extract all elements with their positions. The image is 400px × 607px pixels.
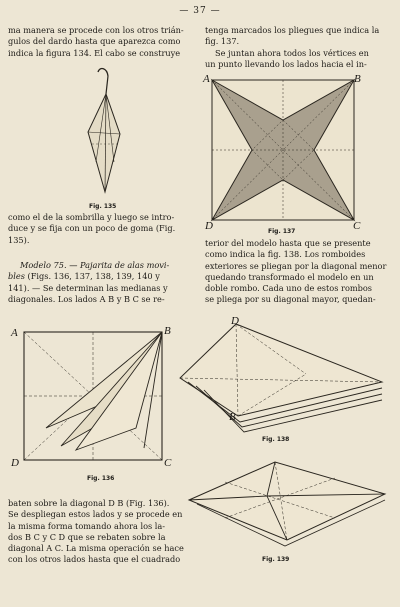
text-line: diagonal A C. La misma operación se hace [8,543,184,554]
text-line: fig. 137. [205,36,240,47]
text-line: indica la figura 134. El cabo se construye [8,47,181,58]
text-line: exteriores se pliegan por la diagonal menor [205,260,387,271]
text-line: quedando transformado el modelo en un [205,271,374,282]
text-line: baten sobre la diagonal D B (Fig. 136). [8,498,170,508]
label-c: C [353,220,361,230]
text-line: 135). [8,234,30,245]
label-b: B [164,325,171,337]
text-line: doble rombo. Cada uno de estos rombos [205,283,373,294]
model-title: — Pajarita de alas movi- [69,260,170,270]
label-a: A [203,73,210,85]
figure-137-star [200,72,365,230]
figure-refs: (Figs. 136, 137, 138, 139, 140 y [27,271,160,282]
figure-139-bird [185,452,390,552]
text-line: ma manera se procede con los otros trián- [8,25,184,35]
text-line: duce y se fija con un poco de goma (Fig. [8,223,176,234]
figure-136-caption: Fig. 136 [87,475,115,482]
figure-138-rhombus [176,316,388,434]
right-para-1 [205,25,393,48]
right-para-2 [205,48,393,71]
text-line: se pliega por su diagonal mayor, quedan- [205,294,376,305]
figure-138-caption: Fig. 138 [262,436,290,443]
label-d: D [205,220,213,230]
text-line: un punto llevando los lados hacia el in- [205,59,367,70]
label-d: D [11,457,19,469]
figure-139-caption: Fig. 139 [262,556,290,563]
text-line: como el de la sombrilla y luego se intro- [8,212,175,222]
text-line [8,260,190,271]
text-line: con los otros lados hasta que el cuadrado [8,554,181,565]
left-para-1 [8,25,190,59]
text-line: dos B C y C D que se rebaten sobre la [8,531,166,542]
page-number: — 37 — [179,6,221,16]
text-line [8,271,190,282]
label-a: A [11,327,18,339]
right-para-3 [205,238,393,306]
label-b: B [354,73,361,85]
text-line: 141). — Se determinan las medianas y [8,282,168,293]
model-title-cont: bles [8,271,25,282]
text-line: Se juntan ahora todos los vértices en [215,48,369,58]
figure-137-caption: Fig. 137 [268,228,296,235]
text-line: gulos del dardo hasta que aparezca como [8,36,181,47]
figure-136-square [6,320,176,470]
text-line: diagonales. Los lados A B y B C se re- [8,293,165,304]
text-line: como indica la fig. 138. Los romboides [205,249,366,260]
text-line: terior del modelo hasta que se presente [205,238,371,248]
text-line: Se despliegan estos lados y se procede en [8,509,183,520]
left-para-2 [8,212,190,246]
text-line: la misma forma tomando ahora los la- [8,520,166,531]
figure-135-caption: Fig. 135 [89,203,117,210]
label-c: C [164,457,172,469]
label-d: D [231,316,239,327]
label-b: B [229,411,236,423]
text-line: tenga marcados los pliegues que indica la [205,25,380,35]
left-para-4 [8,498,190,566]
left-para-3 [8,260,190,305]
model-number: Modelo 75. [20,260,67,270]
figure-135-umbrella [80,64,125,200]
